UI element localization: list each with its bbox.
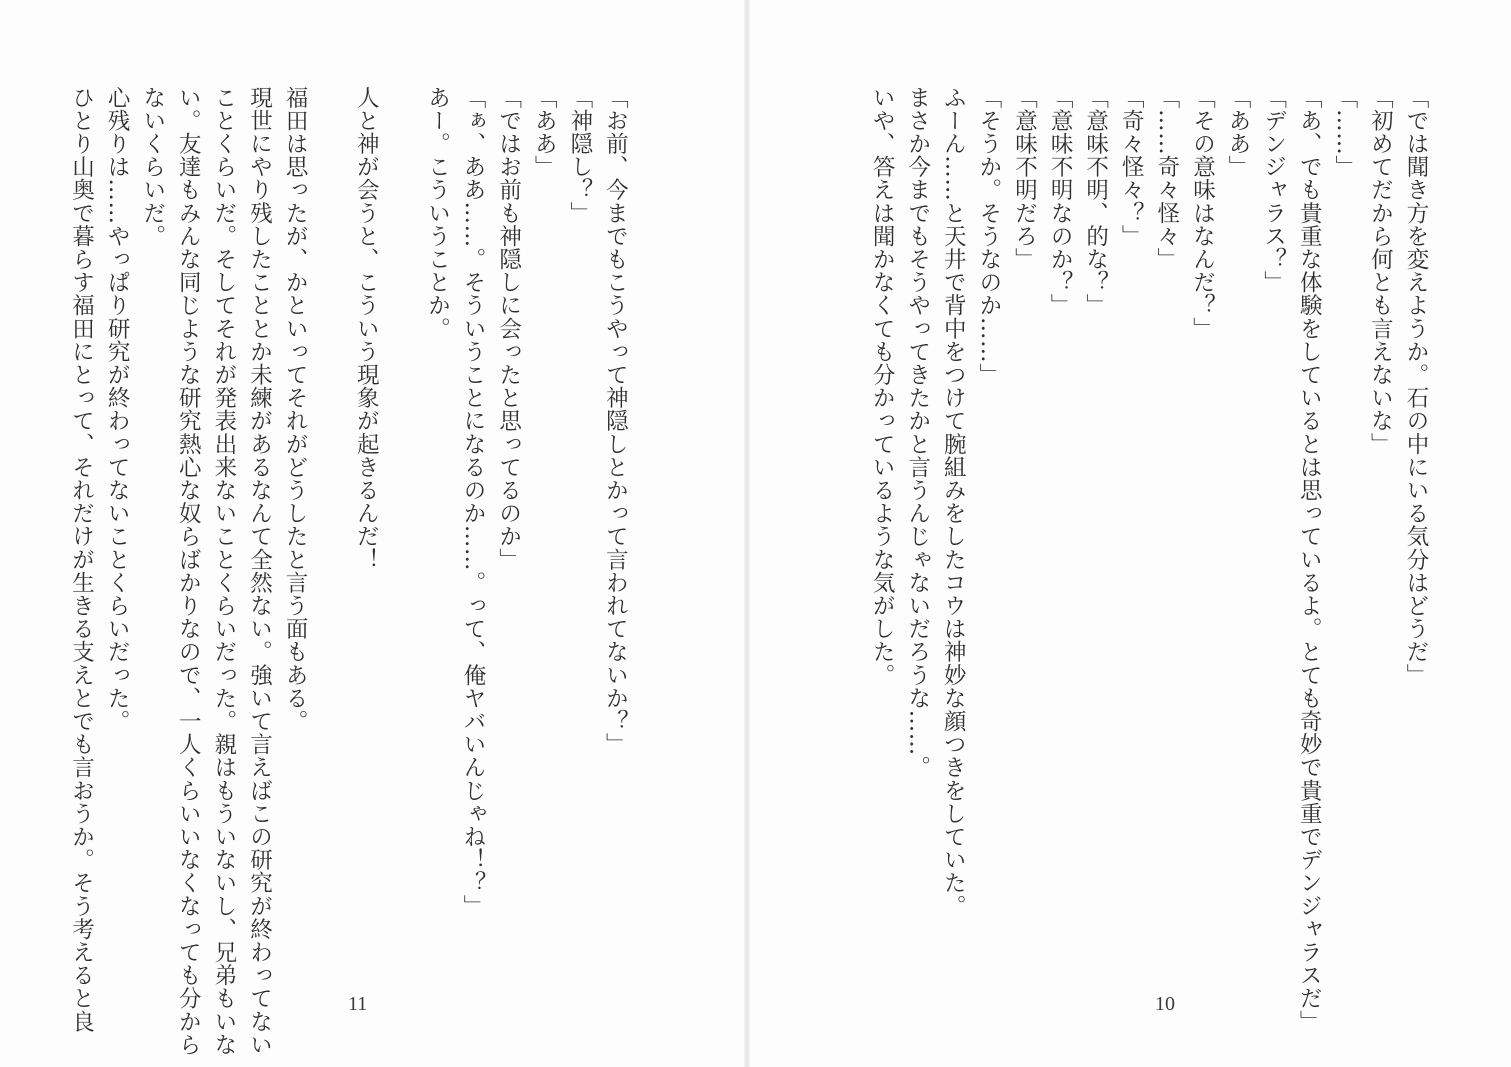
text-line: 「そうか。そうなのか……」 xyxy=(975,86,1002,387)
text-line: 福田は思ったが、かといってそれがどうしたと言う面もある。 xyxy=(282,86,309,733)
right-page-number: 10 xyxy=(1155,993,1175,1015)
text-line xyxy=(632,86,668,1056)
text-line: ふーん……と天井で背中をつけて腕組みをしたコウは神妙な顔つきをしていた。 xyxy=(940,86,967,918)
text-line: 「……」 xyxy=(1331,86,1358,179)
text-line: 「デンジャラス？」 xyxy=(1260,86,1287,294)
text-line: 「お前、今までもこうやって神隠しとかって言われてないか？」 xyxy=(602,86,629,756)
text-line: ないくらいだ。 xyxy=(139,86,166,248)
text-line xyxy=(312,86,348,1056)
left-page-body-text xyxy=(63,86,668,1056)
text-line: 「あ、でも貴重な体験をしているとは思っているよ。とても奇妙で貴重でデンジャラスだ」 xyxy=(1296,86,1323,1034)
text-line: まさか今までもそうやってきたかと言うんじゃないだろうな……。 xyxy=(904,86,931,779)
text-line: い。友達もみんな同じような研究熱心な奴らばかりなので、一人くらいいなくなっても分から xyxy=(175,86,202,1057)
text-line: いや、答えは聞かなくても分かっているような気がした。 xyxy=(869,86,896,687)
text-line: 「神隠し？」 xyxy=(566,86,593,225)
text-line: 「その意味はなんだ？」 xyxy=(1189,86,1216,341)
text-line: 「ああ」 xyxy=(531,86,558,179)
right-page xyxy=(750,0,1511,1067)
text-line: 現世にやり残したこととか未練があるなんて全然ない。強いて言えばこの研究が終わってない xyxy=(246,86,273,1057)
right-page-body-text xyxy=(864,86,1434,1033)
left-page-number: 11 xyxy=(348,993,368,1015)
text-line: 「ぁ、ああ……。そういうことになるのか……。って、俺ヤバいんじゃね！？」 xyxy=(460,86,487,918)
text-line: ことくらいだ。そしてそれが発表出来ないことくらいだった。親はもういないし、兄弟もいな xyxy=(210,86,237,1057)
text-line: 「初めてだから何とも言えないな」 xyxy=(1367,86,1394,456)
text-line: 「意味不明だろ」 xyxy=(1011,86,1038,271)
text-line: 「奇々怪々？」 xyxy=(1118,86,1145,248)
text-line: あー。こういうことか。 xyxy=(424,86,451,341)
text-line xyxy=(383,86,419,1056)
text-line: 「ああ」 xyxy=(1225,86,1252,179)
text-line: 人と神が会うと、こういう現象が起きるんだ！ xyxy=(353,86,380,572)
text-line: 「ではお前も神隠しに会ったと思ってるのか」 xyxy=(495,86,522,572)
left-page xyxy=(0,0,744,1067)
text-line: 「意味不明なのか？」 xyxy=(1047,86,1074,317)
text-line: 「……奇々怪々」 xyxy=(1153,86,1180,271)
text-line: 「では聞き方を変えようか。石の中にいる気分はどうだ」 xyxy=(1403,86,1429,687)
text-line: ひとり山奥で暮らす福田にとって、それだけが生きる支えとでも言おうか。そう考えると良 xyxy=(68,86,95,1034)
text-line: 「意味不明、的な？」 xyxy=(1082,86,1109,317)
text-line: 心残りは……やっぱり研究が終わってないことくらいだった。 xyxy=(104,86,131,733)
